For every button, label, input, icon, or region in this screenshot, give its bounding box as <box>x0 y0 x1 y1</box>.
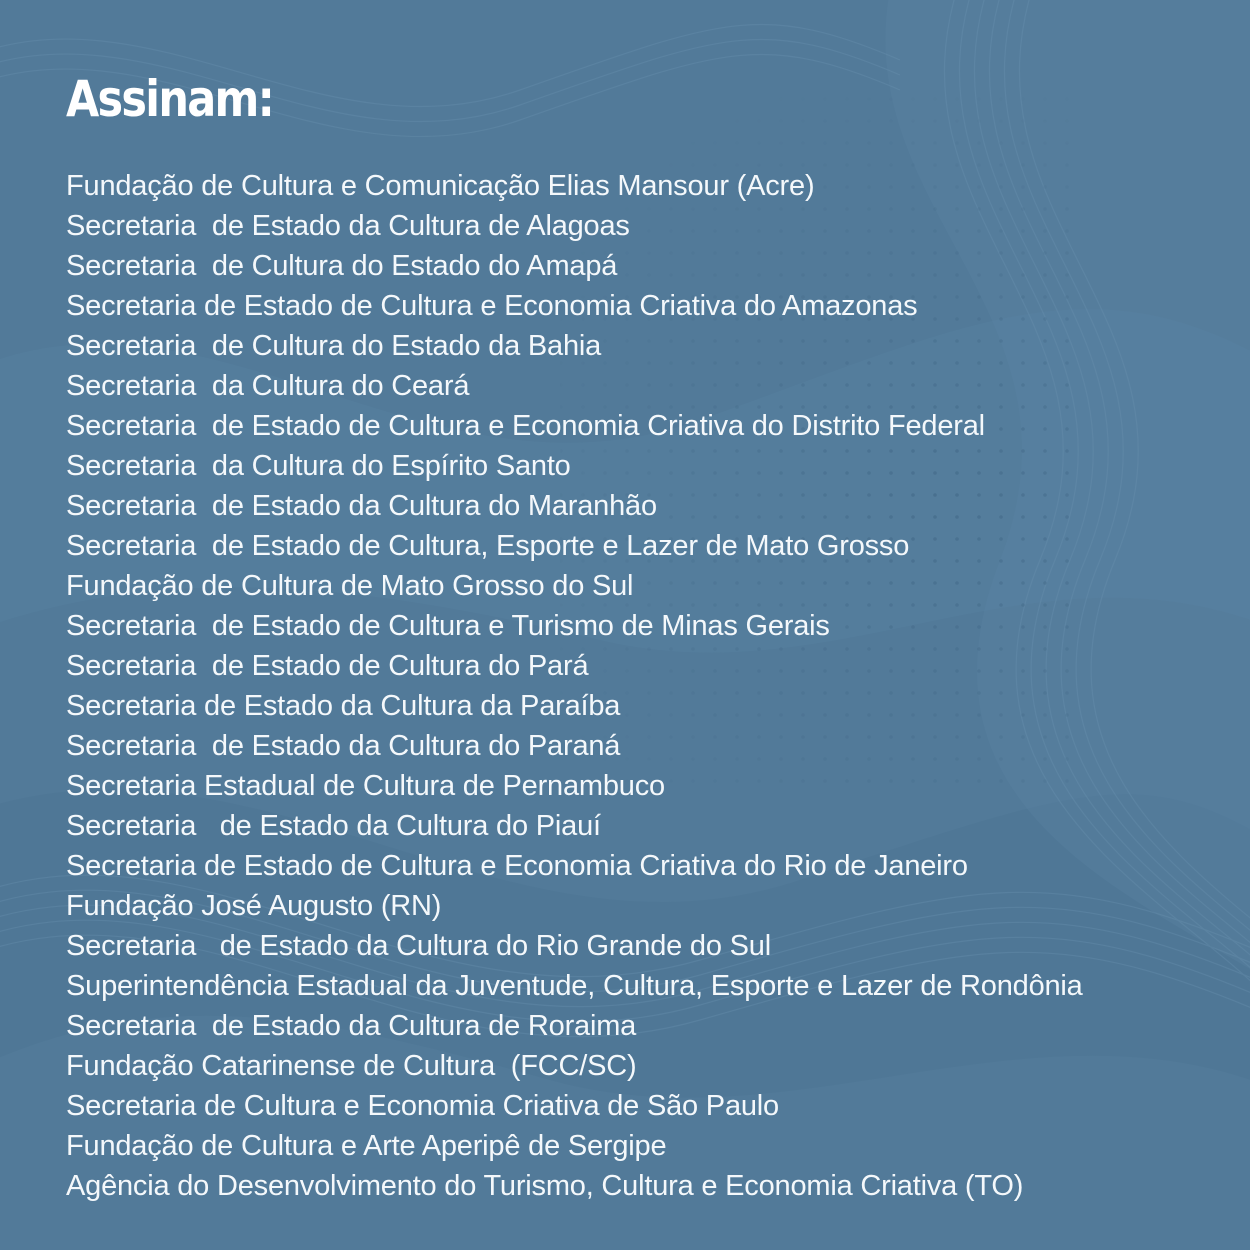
signatory-item: Secretaria de Estado de Cultura e Economia Criativa do Distrito Federal <box>66 410 985 442</box>
signatory-item: Fundação Catarinense de Cultura (FCC/SC) <box>66 1050 637 1082</box>
signatory-item: Fundação de Cultura de Mato Grosso do Sul <box>66 570 634 602</box>
signatories-list <box>66 166 1210 1206</box>
page-title: Assinam: <box>66 70 274 128</box>
signatory-item: Secretaria de Estado da Cultura do Rio Grande do Sul <box>66 930 771 962</box>
signatory-item: Secretaria da Cultura do Ceará <box>66 370 470 402</box>
signatory-item: Secretaria de Estado de Cultura e Turismo de Minas Gerais <box>66 610 830 642</box>
signatory-item: Secretaria de Estado de Cultura do Pará <box>66 650 589 682</box>
signatories-panel <box>66 68 1210 1206</box>
signatory-item: Agência do Desenvolvimento do Turismo, Cultura e Economia Criativa (TO) <box>66 1170 1024 1202</box>
signatory-item: Secretaria de Cultura do Estado da Bahia <box>66 330 602 362</box>
signatory-item: Secretaria Estadual de Cultura de Pernambuco <box>66 770 665 802</box>
signatory-item: Secretaria da Cultura do Espírito Santo <box>66 450 571 482</box>
signatory-item: Fundação de Cultura e Arte Aperipê de Sergipe <box>66 1130 667 1162</box>
signatory-item: Secretaria de Estado da Cultura do Piauí <box>66 810 601 842</box>
signatory-item: Secretaria de Estado da Cultura de Roraima <box>66 1010 637 1042</box>
signatory-item: Secretaria de Estado da Cultura do Maranhão <box>66 490 657 522</box>
signatory-item: Secretaria de Estado de Cultura e Economia Criativa do Amazonas <box>66 290 918 322</box>
signatory-item: Secretaria de Estado da Cultura da Paraíba <box>66 690 621 722</box>
signatory-item: Secretaria de Estado da Cultura de Alagoas <box>66 210 630 242</box>
signatory-item: Secretaria de Cultura do Estado do Amapá <box>66 250 618 282</box>
signatory-item: Secretaria de Estado de Cultura e Economia Criativa do Rio de Janeiro <box>66 850 968 882</box>
signatory-item: Fundação de Cultura e Comunicação Elias Mansour (Acre) <box>66 170 815 202</box>
signatory-item: Fundação José Augusto (RN) <box>66 890 442 922</box>
signatory-item: Secretaria de Estado de Cultura, Esporte e Lazer de Mato Grosso <box>66 530 910 562</box>
signatory-item: Superintendência Estadual da Juventude, Cultura, Esporte e Lazer de Rondônia <box>66 970 1083 1002</box>
signatory-item: Secretaria de Cultura e Economia Criativa de São Paulo <box>66 1090 779 1122</box>
signatory-item: Secretaria de Estado da Cultura do Paraná <box>66 730 621 762</box>
